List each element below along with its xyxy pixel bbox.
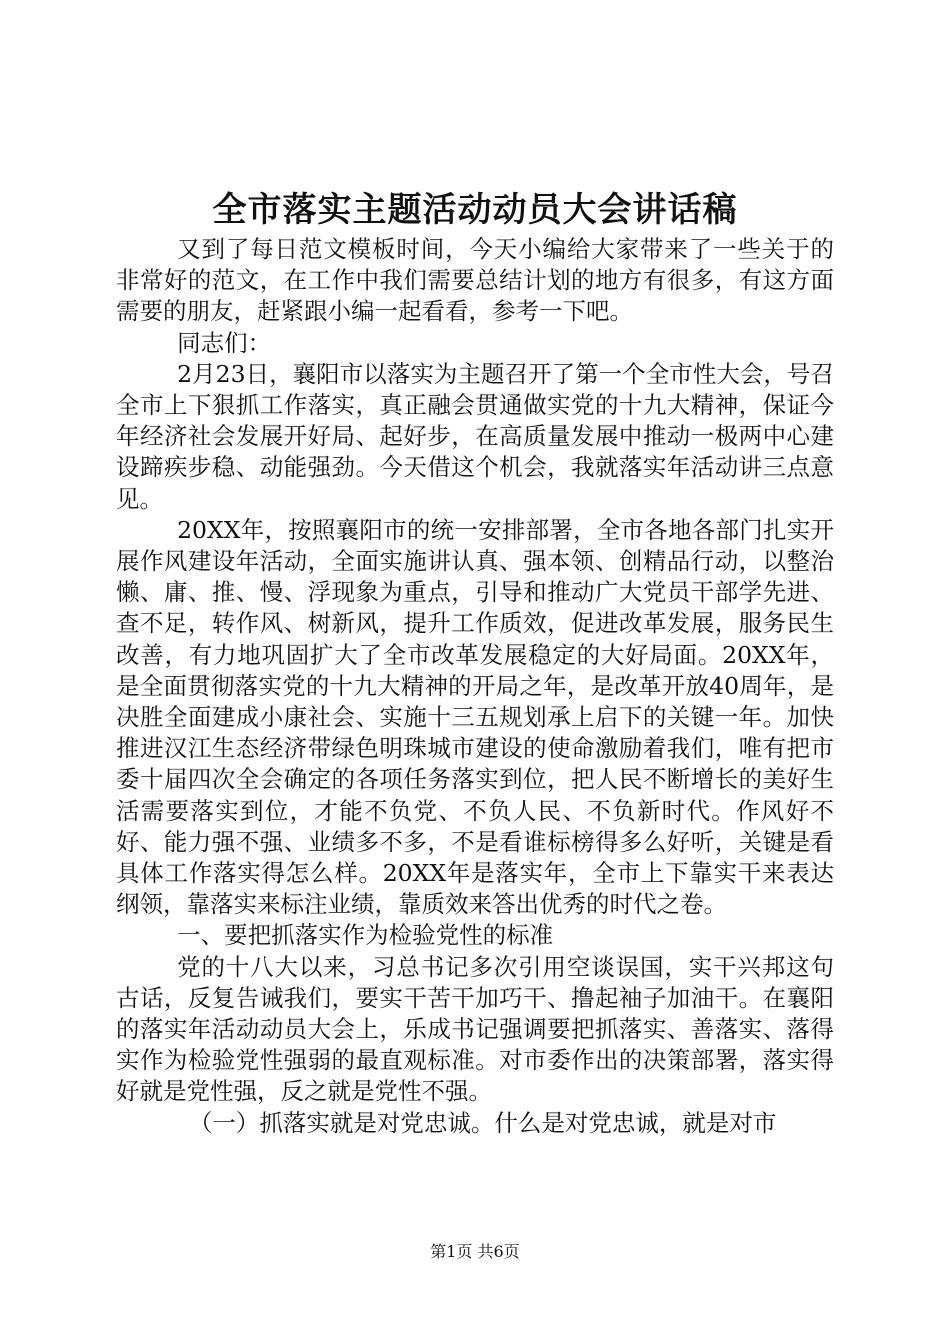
paragraph-intro: 又到了每日范文模板时间，今天小编给大家带来了一些关于的非常好的范文，在工作中我们需要总结计划的地方有很多，有这方面需要的朋友，赶紧跟小编一起看看，参考一下吧。 — [116, 235, 834, 326]
document-body — [116, 234, 834, 1139]
paragraph-background: 20XX年，按照襄阳市的统一安排部署，全市各地各部门扎实开展作风建设年活动，全面实施讲认真、强本领、创精品行动，以整治懒、庸、推、慢、浮现象为重点，引导和推动广大党员干部学先进、查不足，转作风、树新风，提升工作质效，促进改革发展，服务民生改善，有力地巩固扩大了全市改革发展稳定的大好局面。20XX年，是全面贯彻落实党的十九大精神的开局之年，是改革开放40周年，是决胜全面建成小康社会、实施十三五规划承上启下的关键一年。加快推进汉江生态经济带绿色明珠城市建设的使命激励着我们，唯有把市委十届四次全会确定的各项任务落实到位，把人民不断增长的美好生活需要落实到位，才能不负党、不负人民、不负新时代。作风好不好、能力强不强、业绩多不多，不是看谁标榜得多么好听，关键是看具体工作落实得怎么样。20XX年是落实年，全市上下靠实干来表达纲领，靠落实来标注业绩，靠质效来答出优秀的时代之卷。 — [116, 515, 834, 919]
document-title: 全市落实主题活动动员大会讲话稿 — [212, 190, 738, 230]
paragraph-section-1: 党的十八大以来，习总书记多次引用空谈误国，实干兴邦这句古话，反复告诫我们，要实干苦干加巧干、撸起袖子加油干。在襄阳的落实年活动动员大会上，乐成书记强调要把抓落实、善落实、落得实作为检验党性强弱的最直观标准。对市委作出的决策部署，落实得好就是党性强，反之就是党性不强。 — [116, 952, 834, 1106]
section-heading-1: 一、要把抓落实作为检验党性的标准 — [177, 921, 554, 950]
subsection-heading-1: （一）抓落实就是对党忠诚。什么是对党忠诚，就是对市 — [188, 1108, 777, 1137]
paragraph-salutation: 同志们： — [177, 328, 272, 357]
page-number-footer: 第1页 共6页 — [430, 1242, 520, 1261]
paragraph-opening: 2月23日，襄阳市以落实为主题召开了第一个全市性大会，号召全市上下狠抓工作落实，真正融会贯通做实党的十九大精神，保证今年经济社会发展开好局、起好步，在高质量发展中推动一极两中心建设蹄疾步稳、动能强劲。今天借这个机会，我就落实年活动讲三点意见。 — [116, 359, 834, 513]
